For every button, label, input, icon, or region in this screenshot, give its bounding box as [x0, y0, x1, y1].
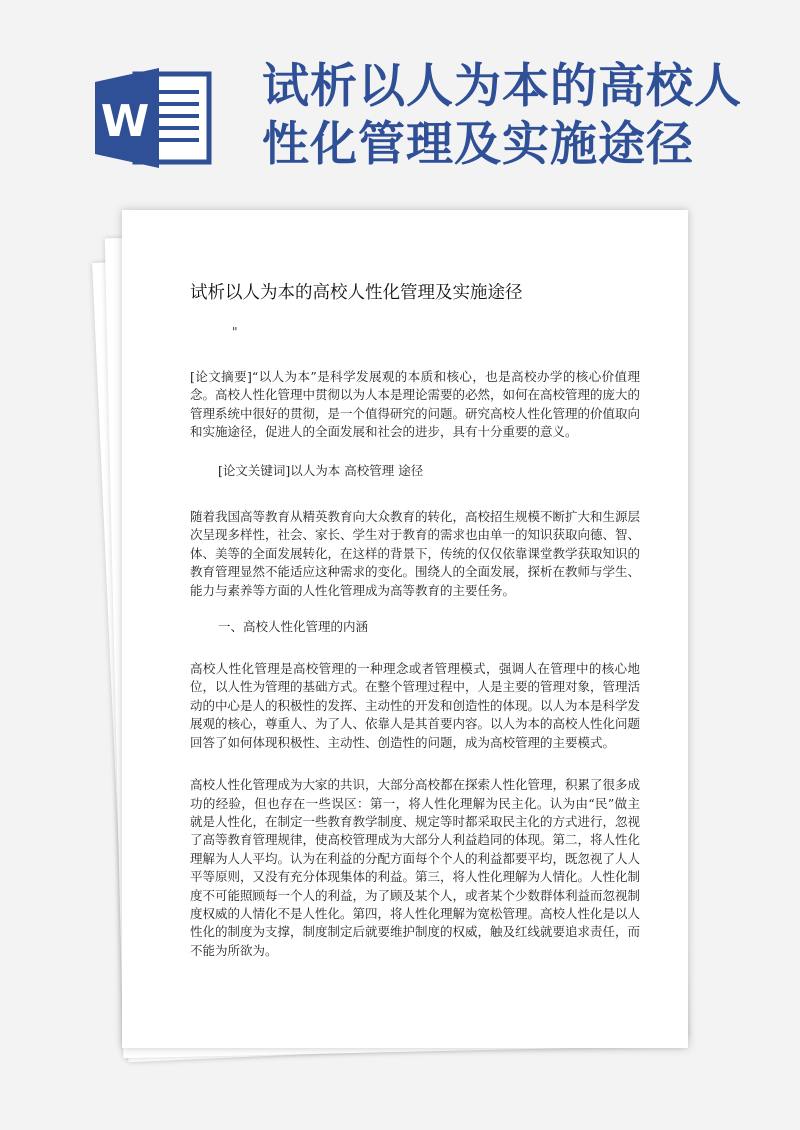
word-document-icon: [95, 68, 213, 168]
document-title: 试析以人为本的高校人性化管理及实施途径: [190, 283, 523, 303]
abstract-paragraph: [论文摘要]“以人为本”是科学发展观的本质和核心，也是高校办学的核心价值理念。高校人性化管理中贯彻以为人本是理论需要的必然，如何在高校管理的庞大的管理系统中很好的贯彻，是一个值得研究的问题。研究高校人性化管理的价值取向和实施途径，促进人的全面发展和社会的进步，具有十分重要的意义。: [190, 369, 641, 440]
banner-title: 试析以人为本的高校人性化管理及实施途径: [262, 59, 742, 172]
quote-mark: ": [232, 325, 238, 339]
intro-paragraph: 随着我国高等教育从精英教育向大众教育的转化，高校招生规模不断扩大和生源层次呈现多样性，社会、家长、学生对于教育的需求也由单一的知识获取向德、智、体、美等的全面发展转化，在这样的背景下，传统的仅仅依靠课堂教学获取知识的教育管理显然不能适应这种需求的变化。围绕人的全面发展，探析在教师与学生、能力与素养等方面的人性化管理成为高等教育的主要任务。: [190, 509, 641, 598]
word-logo-letter: W: [100, 96, 150, 147]
document-content: [190, 280, 640, 960]
body-paragraph-1: 高校人性化管理是高校管理的一种理念或者管理模式，强调人在管理中的核心地位，以人性为管理的基础方式。在整个管理过程中，人是主要的管理对象，管理活动的中心是人的积极性的发挥、主动性的开发和创造性的体现。以人为本是科学发展观的核心，尊重人、为了人、依靠人是其首要内容。以人为本的高校人性化问题回答了如何体现积极性、主动性、创造性的问题，成为高校管理的主要模式。: [190, 661, 641, 750]
section-heading: 一、高校人性化管理的内涵: [218, 619, 369, 635]
body-paragraph-2: 高校人性化管理成为大家的共识，大部分高校都在探索人性化管理，积累了很多成功的经验，但也存在一些误区：第一，将人性化理解为民主化。认为由“民”做主就是人性化，在制定一些教育教学制度、规定等时都采取民主化的方式进行，忽视了高等教育管理规律，使高校管理成为大部分人利益趋同的体现。第二，将人性化理解为人人平均。认为在利益的分配方面每个个人的利益都要平均，既忽视了人人平等原则，又没有充分体现集体的利益。第三，将人性化理解为人情化。人性化制度不可能照顾每一个人的利益，为了顾及某个人，或者某个少数群体利益而忽视制度权威的人情化不是人性化。第四，将人性化理解为宽松管理。高校人性化是以人性化的制度为支撑，制度制定后就要维护制度的权威，触及红线就要追求责任，而不能为所欲为。: [190, 777, 641, 958]
keywords-paragraph: [论文关键词]以人为本 高校管理 途径: [218, 462, 424, 478]
